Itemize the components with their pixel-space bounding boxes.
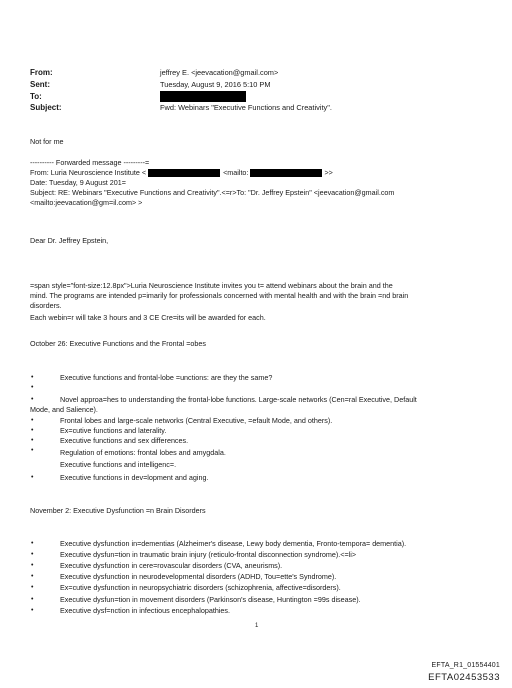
intro-line-1: =span style="font-size:12.8px">Luria Neuroscience Institute invites you t= attend webinars about the brain and the (30, 281, 393, 290)
forward-from-prefix: From: Luria Neuroscience Institute < (30, 168, 147, 177)
redaction-to (160, 91, 246, 102)
note-line: Not for me (30, 137, 64, 146)
forward-from-line (30, 168, 333, 177)
list-item: Executive dysfunction in cere=rovascular disorders (CVA, aneurisms). (60, 561, 283, 570)
forward-from-suffix: >> (324, 168, 333, 177)
list-item: Novel approa=hes to understanding the frontal-lobe functions. Large-scale networks (Cen=ral Executive, Default (60, 395, 417, 404)
redaction-sender-mailto (250, 169, 322, 177)
bullet: • (31, 427, 34, 434)
from-label: From: (30, 68, 53, 77)
bullet: • (31, 551, 34, 558)
forward-subject-line-1: Subject: RE: Webinars "Executive Functions and Creativity".<=r>To: "Dr. Jeffrey Epstein" <jeevacation@gmail.com (30, 188, 395, 197)
footer-id-small: EFTA_R1_01554401 (431, 662, 500, 669)
subject-value: Fwd: Webinars "Executive Functions and Creativity". (160, 103, 332, 112)
greeting: Dear Dr. Jeffrey Epstein, (30, 236, 109, 245)
forward-marker: ---------- Forwarded message ---------= (30, 158, 150, 167)
page-number: 1 (255, 623, 259, 629)
bullet: • (31, 584, 34, 591)
forward-subject-line-2: <mailto:jeevacation@gm=il.com> > (30, 198, 143, 207)
forward-date: Date: Tuesday, 9 August 201= (30, 178, 126, 187)
list-item: Frontal lobes and large-scale networks (Central Executive, =efault Mode, and others). (60, 416, 333, 425)
intro-line-2: mind. The programs are intended p=imarily for professionals concerned with mental health and with the brain =nd brain (30, 291, 409, 300)
list-item: Ex=cutive functions and laterality. (60, 426, 167, 435)
bullet: • (31, 540, 34, 547)
list-item: Executive dysfun=tion in traumatic brain injury (reticulo-frontal disconnection syndrome).<=li> (60, 550, 357, 559)
bullet: • (31, 607, 34, 614)
bullet: • (31, 417, 34, 424)
list-item: Executive dysfunction in=dementias (Alzheimer's disease, Lewy body dementia, Fronto-tempora= dementia). (60, 539, 407, 548)
list-item: Executive dysfun=tion in movement disorders (Parkinson's disease, Huntington =99s disease). (60, 595, 361, 604)
to-label: To: (30, 92, 42, 101)
list-item: Executive dysf=nction in infectious encephalopathies. (60, 606, 231, 615)
bullet: • (31, 374, 34, 381)
list-item: Executive dysfunction in neurodevelopmental disorders (ADHD, Tou=ette's Syndrome). (60, 572, 337, 581)
intro-line-3: disorders. (30, 301, 62, 310)
bullet: • (31, 562, 34, 569)
list-item-continuation: Mode, and Salience). (30, 405, 98, 414)
sent-value: Tuesday, August 9, 2016 5:10 PM (160, 80, 271, 89)
bullet: • (31, 437, 34, 444)
bullet: • (31, 447, 34, 454)
list-item: Executive functions and sex differences. (60, 436, 189, 445)
forward-from-mailto: <mailto: (223, 168, 249, 177)
section2-title: November 2: Executive Dysfunction =n Brain Disorders (30, 506, 206, 515)
list-item: Executive functions in dev=lopment and aging. (60, 473, 209, 482)
bullet: • (31, 596, 34, 603)
list-item: Executive functions and intelligenc=. (60, 460, 177, 469)
list-item: Regulation of emotions: frontal lobes and amygdala. (60, 448, 226, 457)
section1-title: October 26: Executive Functions and the Frontal =obes (30, 339, 206, 348)
bullet: • (31, 573, 34, 580)
from-value: jeffrey E. <jeevacation@gmail.com> (160, 68, 279, 77)
footer-id-large: EFTA02453533 (428, 672, 500, 683)
sent-label: Sent: (30, 80, 50, 89)
redaction-sender-email (148, 169, 220, 177)
intro-line-4: Each webin=r will take 3 hours and 3 CE Cre=its will be awarded for each. (30, 313, 266, 322)
bullet: • (31, 384, 34, 391)
bullet: • (31, 396, 34, 403)
bullet: • (31, 474, 34, 481)
list-item: Executive functions and frontal-lobe =unctions: are they the same? (60, 373, 273, 382)
list-item: Ex=cutive dysfunction in neuropsychiatric disorders (schizophrenia, affective=disorders). (60, 583, 341, 592)
subject-label: Subject: (30, 103, 62, 112)
